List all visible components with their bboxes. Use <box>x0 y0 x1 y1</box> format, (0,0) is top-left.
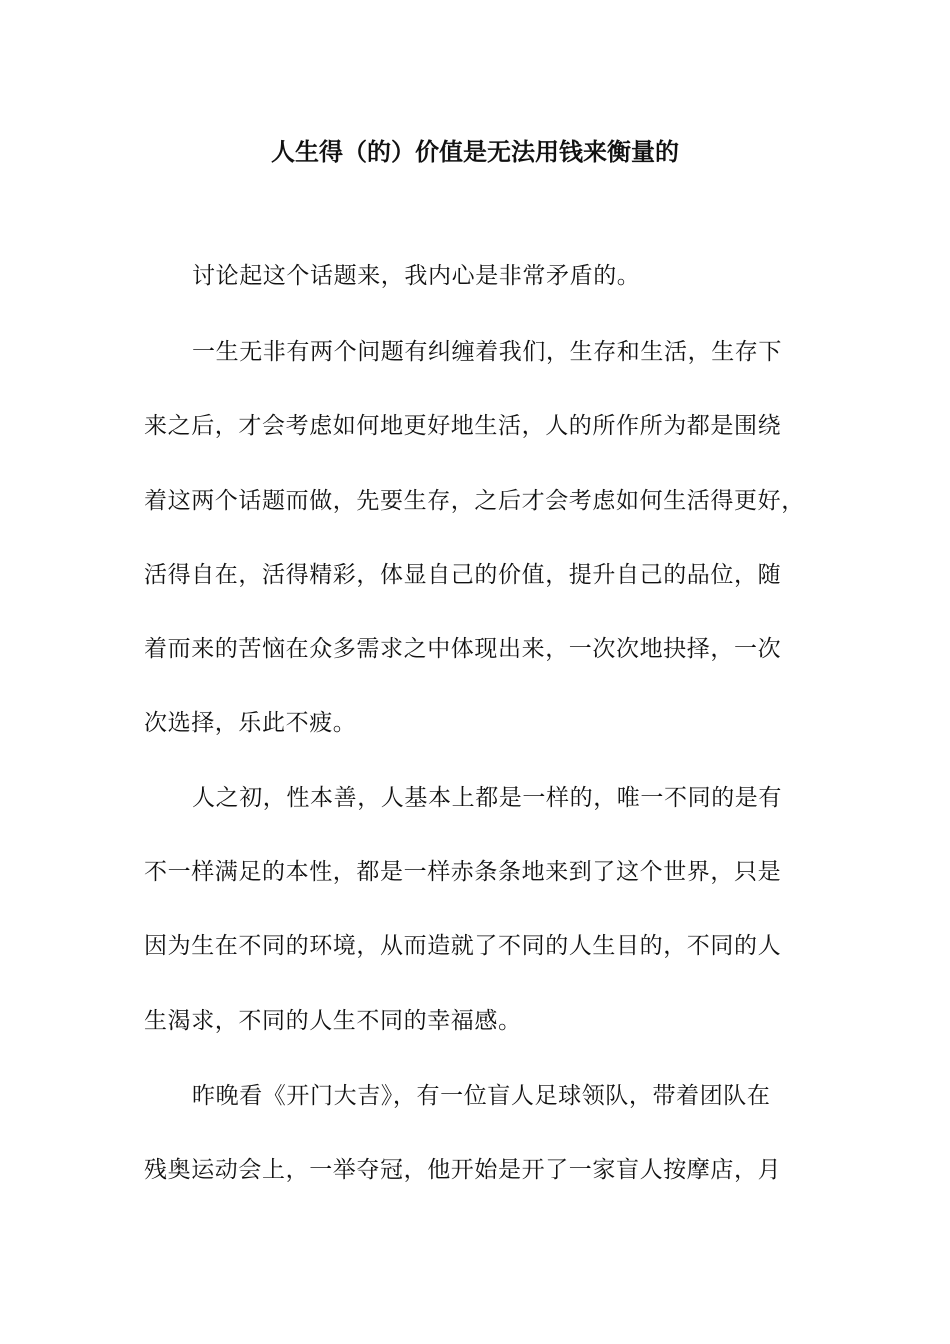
paragraph-line: 因为生在不同的环境，从而造就了不同的人生目的，不同的人 <box>144 933 782 959</box>
document-title: 人生得（的）价值是无法用钱来衡量的 <box>271 137 679 166</box>
paragraph-line: 不一样满足的本性，都是一样赤条条地来到了这个世界，只是 <box>144 859 782 885</box>
paragraph-line: 着而来的苦恼在众多需求之中体现出来，一次次地抉择，一次 <box>144 636 782 662</box>
paragraph-line: 次选择，乐此不疲。 <box>144 710 357 736</box>
paragraph-line: 昨晚看《开门大吉》，有一位盲人足球领队，带着团队在 <box>192 1083 771 1109</box>
paragraph-line: 一生无非有两个问题有纠缠着我们，生存和生活，生存下 <box>192 339 782 365</box>
paragraph-line: 着这两个话题而做，先要生存，之后才会考虑如何生活得更好， <box>144 488 805 514</box>
paragraph-line: 来之后，才会考虑如何地更好地生活，人的所作所为都是围绕 <box>144 413 782 439</box>
paragraph-line: 人之初，性本善，人基本上都是一样的，唯一不同的是有 <box>192 785 782 811</box>
paragraph-line: 生渴求，不同的人生不同的幸福感。 <box>144 1008 522 1034</box>
paragraph-line: 残奥运动会上，一举夺冠，他开始是开了一家盲人按摩店，月 <box>144 1157 782 1183</box>
paragraph-line: 活得自在，活得精彩，体显自己的价值，提升自己的品位，随 <box>144 562 782 588</box>
paragraph-line: 讨论起这个话题来，我内心是非常矛盾的。 <box>192 263 641 289</box>
